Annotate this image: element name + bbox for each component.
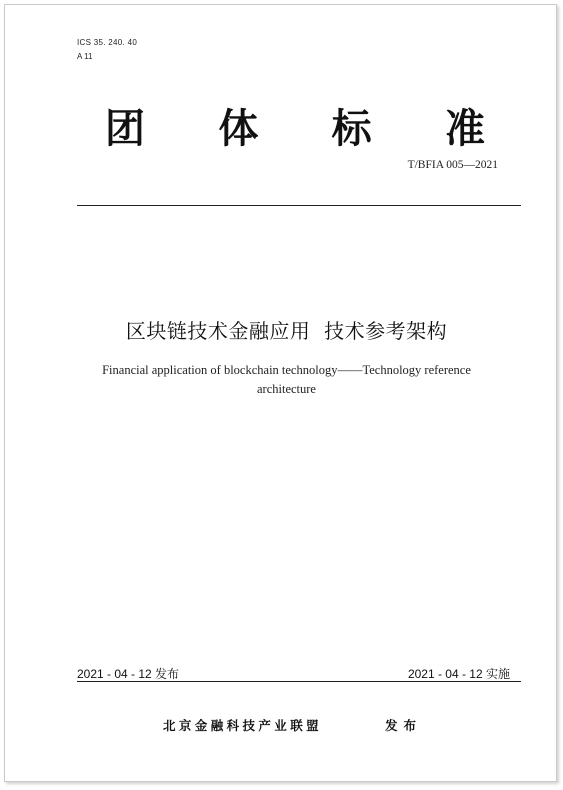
implement-date: 2021 - 04 - 12 实施 — [407, 667, 510, 681]
bottom-divider — [77, 681, 521, 682]
standard-type-title — [105, 105, 485, 153]
standard-number: T/BFIA 005—2021 — [407, 159, 498, 171]
title-char-2: 体 — [218, 106, 259, 152]
ics-code: ICS 35. 240. 40 — [77, 38, 138, 47]
title-char-3: 标 — [331, 106, 372, 152]
title-char-1: 团 — [105, 106, 145, 152]
publish-label: 发布 — [385, 718, 423, 733]
title-char-4: 准 — [444, 106, 485, 152]
publish-date: 2021 - 04 - 12 发布 — [77, 667, 180, 681]
document-page — [4, 4, 557, 782]
english-title-line-2: architecture — [257, 382, 316, 396]
publisher-name: 北京金融科技产业联盟 — [163, 718, 323, 733]
english-title — [85, 361, 488, 399]
english-title-line-1: Financial application of blockchain technology——Technology reference — [102, 363, 471, 377]
top-divider — [77, 205, 521, 206]
chinese-title: 区块链技术金融应用 技术参考架构 — [125, 319, 448, 343]
ccs-code: A 11 — [77, 52, 93, 61]
